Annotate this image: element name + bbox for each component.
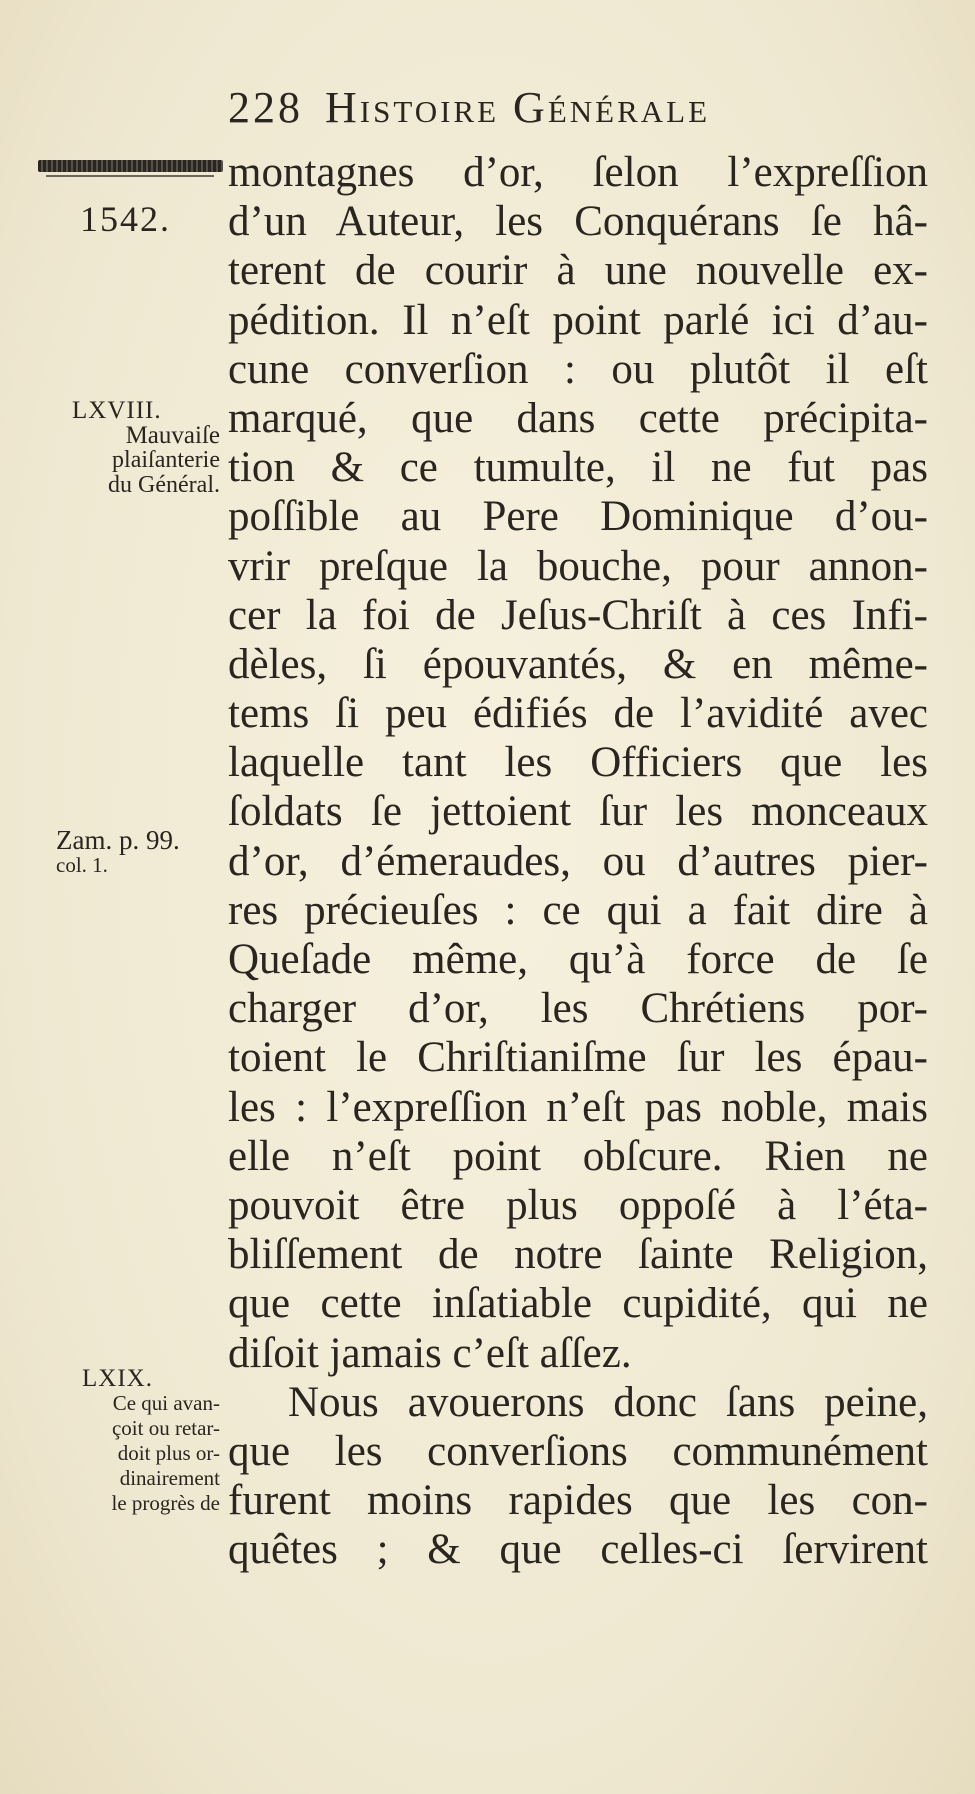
reference-line: Zam. p. 99. bbox=[56, 825, 180, 855]
margin-note-line: çoit ou retar- bbox=[111, 1416, 220, 1440]
text-line: Queſade même, qu’à force de ſe bbox=[228, 936, 928, 983]
text-line: cune converſion : ou plutôt il eſt bbox=[228, 345, 928, 393]
text-line: les : l’expreſſion n’eſt pas noble, mais bbox=[228, 1083, 928, 1131]
text-line: quêtes ; & que celles-ci ſervirent bbox=[228, 1526, 928, 1574]
text-line: laquelle tant les Officiers que les bbox=[228, 739, 928, 787]
margin-note-line: Ce qui avan- bbox=[112, 1391, 220, 1415]
reference-line: col. 1. bbox=[56, 853, 108, 877]
text-line: cer la foi de Jeſus-Chriſt à ces Infi- bbox=[228, 591, 928, 639]
header-ornament-rule bbox=[46, 175, 214, 177]
margin-year: 1542. bbox=[80, 199, 171, 239]
text-line: d’un Auteur, les Conquérans ſe hâ- bbox=[228, 198, 928, 246]
running-title: Histoire Générale bbox=[325, 83, 711, 132]
margin-note-number: LXVIII. bbox=[72, 397, 162, 424]
text-line: elle n’eſt point obſcure. Rien ne bbox=[228, 1132, 928, 1180]
margin-note-lxix bbox=[20, 1366, 220, 1516]
page-number: 228 bbox=[228, 83, 303, 132]
margin-note-line: le progrès de bbox=[111, 1491, 220, 1515]
margin-note-number: LXIX. bbox=[82, 1365, 153, 1392]
margin-note-lxviii bbox=[20, 398, 220, 498]
body-text bbox=[228, 148, 928, 1574]
text-line: furent moins rapides que les con- bbox=[228, 1477, 928, 1525]
header-ornament bbox=[38, 160, 223, 172]
margin-note-line: doit plus or- bbox=[117, 1441, 220, 1465]
text-line: vrir preſque la bouche, pour annon- bbox=[228, 542, 928, 590]
margin-note-line: Mauvaiſe bbox=[125, 422, 220, 449]
text-line: terent de courir à une nouvelle ex- bbox=[228, 247, 928, 295]
margin-reference bbox=[20, 825, 220, 878]
text-line: poſſible au Pere Dominique d’ou- bbox=[228, 493, 928, 541]
text-line: res précieuſes : ce qui a fait dire à bbox=[228, 886, 928, 934]
text-line: charger d’or, les Chrétiens por- bbox=[228, 985, 928, 1033]
text-line: ſoldats ſe jettoient ſur les monceaux bbox=[228, 788, 928, 836]
text-line: pouvoit être plus oppoſé à l’éta- bbox=[228, 1181, 928, 1229]
text-line: montagnes d’or, ſelon l’expreſſion bbox=[228, 149, 928, 196]
text-line: pédition. Il n’eſt point parlé ici d’au- bbox=[228, 296, 928, 344]
text-line: dèles, ſi épouvantés, & en même- bbox=[228, 640, 928, 688]
running-header bbox=[228, 82, 888, 142]
text-line: marqué, que dans cette précipita- bbox=[228, 394, 928, 442]
text-line: d’or, d’émeraudes, ou d’autres pier- bbox=[228, 837, 928, 885]
text-line: toient le Chriſtianiſme ſur les épau- bbox=[228, 1034, 928, 1082]
text-line: diſoit jamais c’eſt aſſez. bbox=[228, 1329, 632, 1377]
margin-note-line: du Général. bbox=[108, 472, 220, 498]
text-line: tems ſi peu édifiés de l’avidité avec bbox=[228, 690, 928, 738]
text-line: que les converſions communément bbox=[228, 1427, 928, 1475]
text-line: Nous avouerons donc ſans peine, bbox=[288, 1378, 928, 1426]
margin-note-line: dinairement bbox=[119, 1466, 220, 1490]
margin-note-line: plaiſanterie bbox=[112, 447, 220, 473]
text-line: tion & ce tumulte, il ne fut pas bbox=[228, 444, 928, 492]
text-line: bliſſement de notre ſainte Religion, bbox=[228, 1231, 928, 1279]
text-line: que cette inſatiable cupidité, qui ne bbox=[228, 1280, 928, 1328]
